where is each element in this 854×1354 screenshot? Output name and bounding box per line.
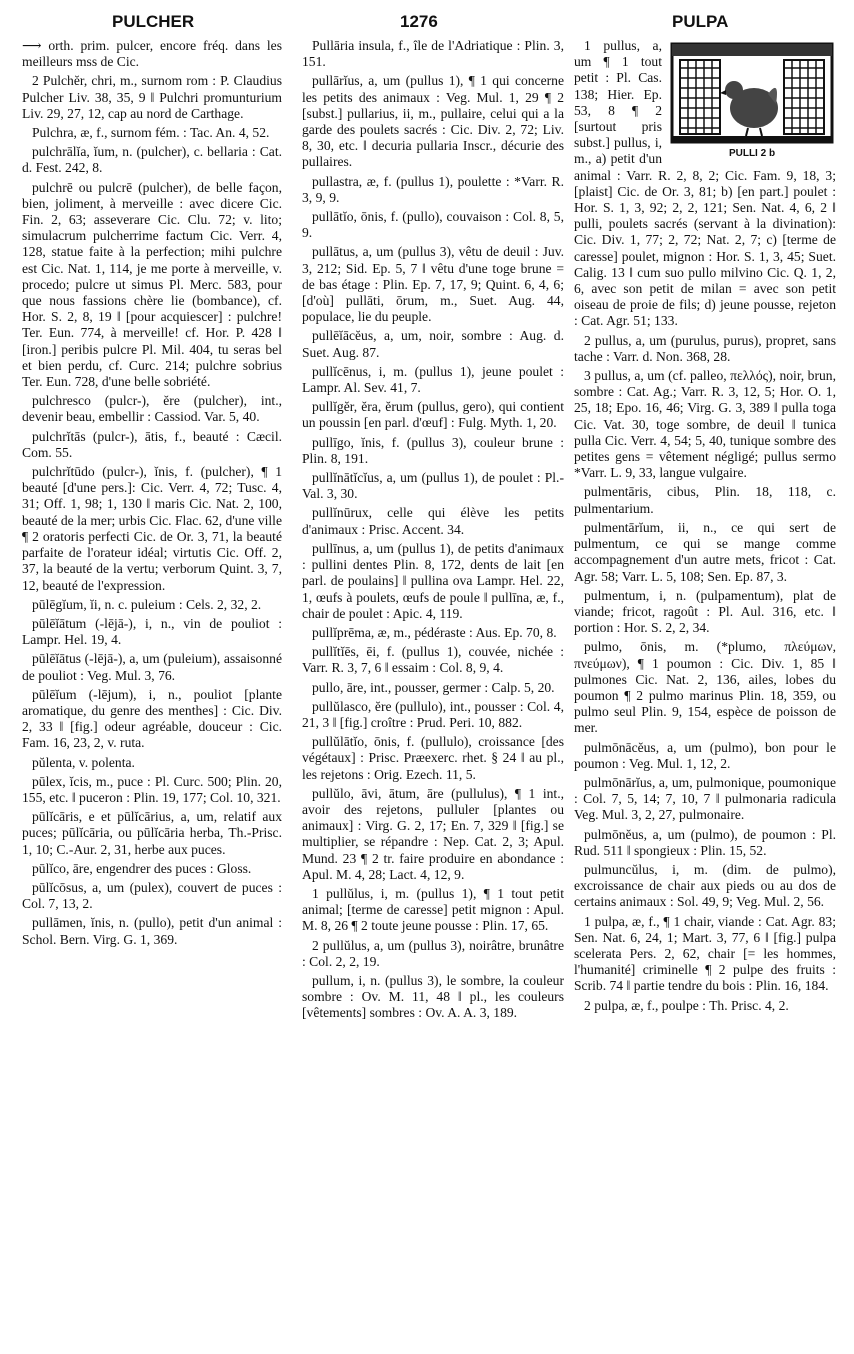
pulli-illustration: [668, 38, 836, 162]
dictionary-entry: pulchrē ou pulcrē (pulcher), de belle façon, bien, joliment, à merveille : avec dicere Cic. Fin. 2, 63; asseverare Cic. Clu. 72; v. lito; simulacrum pulcherrime factum Cic. Verr. 4, 128, statue faite à la perfection; mihi pulchre est Cic. Nat. 1, 114, je me porte à merveille, v. procedo; pulcre ut simus Pl. Merc. 583, pour que nous fassions chère lie (bombance), cf. Hor. S. 2, 8, 19 ‖ [pour acquiescer] : pulchre! Ter. Eun. 774, à merveille! cf. Hor. P. 428 ‖ [iron.] peribis pulcre Pl. Mil. 404, tu seras bel et bien perdu, cf. Curc. 214; pulchre sobrius Ter. Eun. 728, d'une belle sobriété.: [22, 179, 282, 390]
figure-caption: PULLI 2 b: [728, 148, 776, 159]
dictionary-entry: pullastra, æ, f. (pullus 1), poulette : *Varr. R. 3, 9, 9.: [302, 173, 564, 205]
header-right-headword: PULPA: [672, 12, 729, 31]
dictionary-entry: 1 pullus, a, um ¶ 1 tout petit : Pl. Cas. 138; Hier. Ep. 53, 8 ¶ 2 [surtout pris subst.] pullus, i, m., a) petit d'un animal : Varr. R. 2, 8, 2; Cic. Fam. 9, 18, 3; [plaist] Cic. de Or. 3, 81; b) [en part.] poulet : Hor. S. 1, 3, 92; 2, 2, 121; Sen. Nat. 4, 6, 2 ‖ pulli, poulets sacrés (servant à la divination): Cic. Div. 1, 77; 2, 72; Nat. 2, 7; c) [terme de caresse] poulet, mignon : Hor. S. 1, 3, 45; Suet. Calig. 13 ‖ cum suo pullo milvino Cic. Q. 1, 2, 6, avec son petit de milan = avec son petit oiseau de proie de fils; d) jeune pousse, rejeton : Cat. Agr. 51; 133.: [574, 38, 836, 329]
dictionary-entry: pullĭnūrux, celle qui élève les petits d'animaux : Prisc. Accent. 34.: [302, 505, 564, 537]
dictionary-entry: pullŭlasco, ĕre (pullulo), int., pousser : Col. 4, 21, 3 ‖ [fig.] croître : Prud. Peri. 10, 882.: [302, 698, 564, 730]
dictionary-entry: 1 pulpa, æ, f., ¶ 1 chair, viande : Cat. Agr. 83; Sen. Nat. 6, 24, 1; Mart. 3, 77, 6 ‖ [fig.] pulpa scelerata Pers. 2, 62, chair [= les hommes, l'humanité] criminelle ¶ 2 pulpe des fruits : Scrib. 74 ‖ partie tendre du bois : Plin. 16, 184.: [574, 913, 836, 994]
dictionary-entry: ⟶ orth. prim. pulcer, encore fréq. dans les meilleurs mss de Cic.: [22, 38, 282, 70]
dictionary-entry: Pulchra, æ, f., surnom fém. : Tac. An. 4, 52.: [32, 125, 270, 141]
dictionary-entry: pullĭtĭēs, ēi, f. (pullus 1), couvée, nichée : Varr. R. 3, 7, 6 ‖ essaim : Col. 8, 9, 4.: [302, 644, 564, 676]
dictionary-entry: pulmōnĕus, a, um (pulmo), de poumon : Pl. Rud. 511 ‖ spongieux : Plin. 15, 52.: [574, 826, 836, 858]
dictionary-entry: 2 Pulchĕr, chri, m., surnom rom : P. Claudius Pulcher Liv. 38, 35, 9 ‖ Pulchri promunturium Liv. 29, 27, 12, cap au nord de Carthage.: [22, 73, 282, 121]
dictionary-entry: 2 pullŭlus, a, um (pullus 3), noirâtre, brunâtre : Col. 2, 2, 19.: [302, 937, 564, 969]
header-left-headword: PULCHER: [112, 12, 195, 31]
dictionary-entry: pūlex, ĭcis, m., puce : Pl. Curc. 500; Plin. 20, 155, etc. ‖ puceron : Plin. 19, 177; Col. 10, 321.: [22, 773, 282, 805]
dictionary-entry: pūlĭcāris, e et pūlĭcārius, a, um, relatif aux puces; pūlĭcāria, ou pūlĭcāria herba, Th.-Prisc. 1, 10; C.-Aur. 2, 31, herbe aux puces.: [22, 809, 282, 857]
column-1: [22, 38, 282, 951]
column-2: [302, 38, 564, 1025]
dictionary-entry: pullĭgĕr, ĕra, ĕrum (pullus, gero), qui contient un poussin [en parl. d'œuf] : Fulg. Myth. 1, 20.: [302, 399, 564, 431]
dictionary-entry: pulchrĭtās (pulcr-), ātis, f., beauté : Cæcil. Com. 55.: [22, 428, 282, 460]
dictionary-entry: pulchrālĭa, ĭum, n. (pulcher), c. bellaria : Cat. d. Fest. 242, 8.: [22, 144, 282, 176]
dictionary-entry: Pullāria insula, f., île de l'Adriatique : Plin. 3, 151.: [302, 38, 564, 70]
dictionary-entry: pūlēĭum (-lējum), i, n., pouliot [plante aromatique, du genre des menthes] : Cic. Div. 2, 33 ‖ [fig.] odeur agréable, douceur : Cic. Fam. 16, 23, 2, v. ruta.: [22, 686, 282, 751]
dictionary-entry: pullum, i, n. (pullus 3), le sombre, la couleur sombre : Ov. M. 11, 48 ‖ pl., les couleurs [vêtements] sombres : Ov. A. A. 3, 189.: [302, 972, 564, 1021]
dictionary-entry: pullĭcēnus, i, m. (pullus 1), jeune poulet : Lampr. Al. Sev. 41, 7.: [302, 363, 564, 396]
dictionary-entry: pulchresco (pulcr-), ĕre (pulcher), int., devenir beau, embellir : Cassiod. Var. 5, 40.: [22, 393, 282, 425]
dictionary-entry: pullŭlātĭo, ōnis, f. (pullulo), croissance [des végétaux] : Prisc. Præexerc. rhet. § 24 ‖ au pl., les rejetons : Orig. Ezech. 11, 5.: [302, 734, 564, 782]
dictionary-entry: pullāmen, ĭnis, n. (pullo), petit d'un animal : Schol. Bern. Virg. G. 1, 369.: [22, 915, 282, 947]
dictionary-entry: pulmōnārĭus, a, um, pulmonique, poumonique : Col. 7, 5, 14; 7, 10, 7 ‖ pulmonaria radicula Veg. Mul. 3, 2, 27, pulmonaire.: [574, 774, 836, 823]
dictionary-entry: 2 pulpa, æ, f., poulpe : Th. Prisc. 4, 2.: [584, 997, 789, 1013]
dictionary-entry: pullĭprēma, æ, m., pédéraste : Aus. Ep. 70, 8.: [312, 624, 557, 640]
dictionary-entry: pulmo, ōnis, m. (*plumo, πλεύμων, πνεύμων), ¶ 1 poumon : Cic. Div. 1, 85 ‖ pulmones Cic. Nat. 2, 136, ailes, lobes du poumon ¶ 2 pulmo marinus Plin. 18, 359, ou pulmo seul Plin. 9, 154, espèce de poisson de mer.: [574, 639, 836, 736]
dictionary-entry: pūlĭcōsus, a, um (pulex), couvert de puces : Col. 7, 13, 2.: [22, 879, 282, 912]
dictionary-entry: pulmentum, i, n. (pulpamentum), plat de viande; fricot, ragoût : Pl. Aul. 316, etc. ‖ portion : Hor. S. 2, 2, 34.: [574, 587, 836, 636]
dictionary-entry: pūlēgĭum, ĭi, n. c. puleium : Cels. 2, 32, 2.: [32, 596, 262, 612]
dictionary-entry: pūlēĭātus (-lējā-), a, um (puleium), assaisonné de pouliot : Veg. Mul. 3, 76.: [22, 651, 282, 683]
page-number: 1276: [400, 12, 438, 31]
dictionary-entry: pullātĭo, ōnis, f. (pullo), couvaison : Col. 8, 5, 9.: [302, 209, 564, 241]
dictionary-entry: pulmuncŭlus, i, m. (dim. de pulmo), excroissance de chair aux pieds ou au dos de certains animaux : Sol. 49, 9; Veg. Mul. 2, 56.: [574, 861, 836, 910]
dictionary-entry: pulmentāris, cibus, Plin. 18, 118, c. pulmentarium.: [574, 484, 836, 516]
dictionary-entry: pulchrĭtūdo (pulcr-), ĭnis, f. (pulcher), ¶ 1 beauté [d'une pers.]: Cic. Verr. 4, 72; Tusc. 4, 31; Off. 1, 98; 1, 130 ‖ maris Cic. Nat. 2, 100, beauté de la mer; urbis Cic. Flac. 62, d'une ville ¶ 2 oratoris perfecti Cic. de Or. 3, 71, la beauté parfaite de l'orateur idéal; virtutis Cic. Off. 2, 37, la beauté de la vertu; verborum Quint. 3, 7, 12, beauté de l'expression.: [22, 464, 282, 593]
dictionary-entry: 2 pullus, a, um (purulus, purus), propret, sans tache : Varr. d. Non. 368, 28.: [574, 332, 836, 364]
dictionary-entry: pullīgo, ĭnis, f. (pullus 3), couleur brune : Plin. 8, 191.: [302, 434, 564, 466]
column-3: [574, 38, 836, 1017]
dictionary-entry: pullīnus, a, um (pullus 1), de petits d'animaux : pullini dentes Plin. 8, 172, dents de lait [en parl. de poulains] ‖ pullina ova Lampr. Hel. 22, 1, œufs à poulets, œufs de poule ‖ pullīna, æ, f., chair de poulet : Apic. 4, 119.: [302, 540, 564, 621]
chicken-coop-illustration: [668, 38, 836, 146]
dictionary-entry: 3 pullus, a, um (cf. palleo, πελλός), noir, brun, sombre : Cat. Ag.; Varr. R. 3, 12, 5; Hor. O. 1, 25, 18; Epo. 16, 46; Virg. G. 3, 389 ‖ pulla toga Cic. Vat. 30, toge sombre, de deuil ‖ tunica pulla Cic. Verr. 4, 54; 5, 40, tunique sombre des petites gens = vêtement négligé; pullus sermo *Varr. L. 9, 33, langue vulgaire.: [574, 368, 836, 481]
dictionary-entry: pŭlenta, v. polenta.: [32, 754, 135, 770]
page-header: [0, 8, 854, 36]
dictionary-entry: pullātus, a, um (pullus 3), vêtu de deuil : Juv. 3, 212; Sid. Ep. 5, 7 ‖ vêtu d'une toge brune = de bas étage : Plin. Ep. 7, 17, 9; Quint. 6, 4, 6; [d'où] pullāti, ōrum, m., Suet. Aug. 44, populace, lie du peuple.: [302, 244, 564, 325]
dictionary-entry: pūlĭco, āre, engendrer des puces : Gloss.: [32, 860, 252, 876]
dictionary-entry: pulmōnācĕus, a, um (pulmo), bon pour le poumon : Veg. Mul. 1, 12, 2.: [574, 739, 836, 771]
dictionary-entry: pulmentārĭum, ii, n., ce qui sert de pulmentum, ce qui se mange comme accompagnement d'un autre mets, fricot : Cat. Agr. 58; Varr. L. 5, 108; Sen. Ep. 87, 3.: [574, 519, 836, 584]
dictionary-entry: 1 pullŭlus, i, m. (pullus 1), ¶ 1 tout petit animal; [terme de caresse] petit mignon : Apul. M. 8, 26 ¶ 2 toute jeune pousse : Plin. 17, 65.: [302, 885, 564, 934]
dictionary-entry: pullēĭācĕus, a, um, noir, sombre : Aug. d. Suet. Aug. 87.: [302, 328, 564, 360]
dictionary-entry: pullĭnātĭcĭus, a, um (pullus 1), de poulet : Pl.-Val. 3, 30.: [302, 470, 564, 502]
dictionary-entry: pullārĭus, a, um (pullus 1), ¶ 1 qui concerne les petits des animaux : Veg. Mul. 1, 29 ¶ 2 [subst.] pullarius, ii, m., pullaire, celui qui a la garde des poulets sacrés : Cic. Div. 2, 72; Liv. 8, 30, etc. ‖ decuria pullaria Inscr., décurie des pullaires.: [302, 73, 564, 170]
dictionary-entry: pūlēĭātum (-lējā-), i, n., vin de pouliot : Lampr. Hel. 19, 4.: [22, 615, 282, 648]
dictionary-entry: pullo, āre, int., pousser, germer : Calp. 5, 20.: [312, 679, 555, 695]
dictionary-entry: pullŭlo, āvi, ātum, āre (pullulus), ¶ 1 int., avoir des rejetons, pulluler [plantes ou animaux] : Virg. G. 2, 17; En. 7, 329 ‖ [fig.] se multiplier, se répandre : Nep. Cat. 2, 3; Apul. Mund. 23 ¶ 2 tr. faire produire en abondance : Apul. M. 4, 28; Lact. 4, 12, 9.: [302, 785, 564, 882]
